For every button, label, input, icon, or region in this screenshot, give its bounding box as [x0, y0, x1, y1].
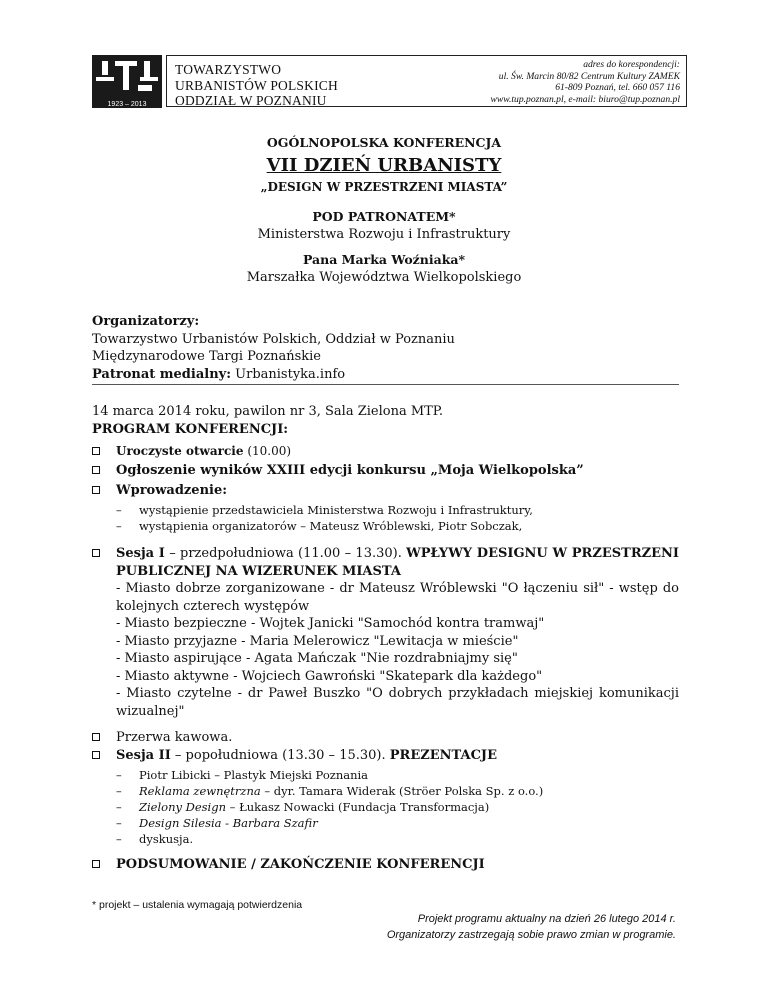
talk-item: - Miasto aktywne - Wojciech Gawroński "Skatepark dla każdego" [116, 668, 543, 684]
organizer-item: Towarzystwo Urbanistów Polskich, Oddział w Poznaniu [92, 331, 455, 347]
checkbox-bullet-icon [92, 486, 100, 494]
media-label: Patronat medialny: [92, 366, 232, 382]
patronage-value: Ministerstwa Rozwoju i Infrastruktury [257, 227, 511, 242]
address-line: ul. Św. Marcin 80/82 Centrum Kultury ZAMEK [498, 70, 680, 82]
intro-sub-item: – wystąpienia organizatorów – Mateusz Wróblewski, Piotr Sobczak, [116, 519, 523, 533]
session2-sub-item: – Zielony Design – Łukasz Nowacki (Fundacja Transformacja) [116, 800, 490, 814]
talk-item: - Miasto przyjazne - Maria Melerowicz "Lewitacja w mieście" [116, 633, 519, 649]
program-item-closing [92, 856, 679, 874]
checkbox-bullet-icon [92, 733, 100, 741]
talk-item: - Miasto bezpieczne - Wojtek Janicki "Samochód kontra tramwaj" [116, 616, 545, 631]
opening-time: (10.00) [247, 444, 292, 458]
checkbox-bullet-icon [92, 751, 100, 759]
session2-sub-item: – Reklama zewnętrzna – dyr. Tamara Widerak (Ströer Polska Sp. z o.o.) [116, 784, 544, 798]
correspondence-address [490, 59, 680, 105]
note-line: Organizatorzy zastrzegają sobie prawo zmian w programie. [386, 929, 676, 941]
results-text: Ogłoszenie wyników XXIII edycji konkursu „Moja Wielkopolska” [116, 463, 584, 478]
marshal-value: Marszałka Województwa Wielkopolskiego [246, 270, 522, 285]
logo-years: 1923 – 2013 [107, 101, 147, 108]
program-item-opening [92, 443, 679, 461]
checkbox-bullet-icon [92, 549, 100, 557]
checkbox-bullet-icon [92, 466, 100, 474]
address-line: adres do korespondencji: [583, 59, 680, 70]
patronage-heading: POD PATRONATEM* [312, 209, 456, 224]
organization-name [175, 62, 338, 109]
talk-item: - Miasto aspirujące - Agata Mańczak "Nie rozdrabniajmy się" [116, 651, 518, 666]
session2-sub-item: – dyskusja. [116, 832, 194, 846]
session2-heading: Sesja II – popołudniowa (13.30 – 15.30). PREZENTACJE [116, 748, 497, 763]
conference-kind: OGÓLNOPOLSKA KONFERENCJA [266, 135, 502, 150]
program-item-session2 [92, 747, 679, 765]
conference-subtitle: „DESIGN W PRZESTRZENI MIASTA” [260, 180, 508, 194]
opening-label: Uroczyste otwarcie [116, 444, 244, 458]
address-line: 61-809 Poznań, tel. 660 057 116 [555, 82, 680, 94]
org-line: ODDZIAŁ W POZNANIU [175, 93, 327, 108]
program-item-results [92, 462, 679, 480]
checkbox-bullet-icon [92, 860, 100, 868]
session2-sub-item: – Design Silesia - Barbara Szafir [116, 816, 318, 830]
checkbox-bullet-icon [92, 447, 100, 455]
program-heading: PROGRAM KONFERENCJI: [92, 421, 289, 437]
organizers-section [92, 313, 455, 383]
org-line: URBANISTÓW POLSKICH [175, 77, 338, 93]
media-patronage [92, 366, 455, 384]
session1-talks [116, 580, 679, 720]
program-item-session1 [92, 545, 679, 720]
session2-sub-item: – Piotr Libicki – Plastyk Miejski Poznania [116, 768, 369, 782]
marshal-heading: Pana Marka Woźniaka* [302, 252, 466, 267]
divider [92, 384, 679, 385]
closing-text: PODSUMOWANIE / ZAKOŃCZENIE KONFERENCJI [116, 857, 485, 872]
media-value: Urbanistyka.info [235, 366, 346, 382]
date-place: 14 marca 2014 roku, pawilon nr 3, Sala Zielona MTP. [92, 404, 444, 419]
session1-heading: Sesja I – przedpołudniowa (11.00 – 13.30). WPŁYWY DESIGNU W PRZESTRZENI PUBLICZNEJ NA WIZERUNEK MIASTA [116, 546, 679, 579]
footnote: * projekt – ustalenia wymagają potwierdzenia [92, 899, 303, 911]
program-item-break [92, 729, 679, 747]
program-note [387, 911, 676, 943]
program-header [92, 403, 443, 438]
program-item-intro [92, 482, 679, 500]
note-line: Projekt programu aktualny na dzień 26 lutego 2014 r. [417, 913, 676, 925]
intro-text: Wprowadzenie: [116, 483, 228, 498]
talk-item: - Miasto czytelne - dr Paweł Buszko "O dobrych przykładach miejskiej komunikacji wizualnej" [116, 686, 679, 719]
address-line: www.tup.poznan.pl, e-mail: biuro@tup.poznan.pl [490, 93, 680, 105]
intro-sub-item: – wystąpienie przedstawiciela Ministerstwa Rozwoju i Infrastruktury, [116, 503, 533, 517]
organizers-heading: Organizatorzy: [92, 314, 200, 329]
break-text: Przerwa kawowa. [116, 730, 233, 745]
tup-logo [92, 55, 162, 108]
conference-title: VII DZIEŃ URBANISTY [266, 155, 502, 176]
org-line: TOWARZYSTWO [175, 62, 282, 77]
talk-item: - Miasto dobrze zorganizowane - dr Mateusz Wróblewski "O łączeniu sił" - wstęp do kolejnych czterech występów [116, 581, 679, 614]
header-box [166, 55, 687, 107]
organizer-item: Międzynarodowe Targi Poznańskie [92, 349, 321, 364]
